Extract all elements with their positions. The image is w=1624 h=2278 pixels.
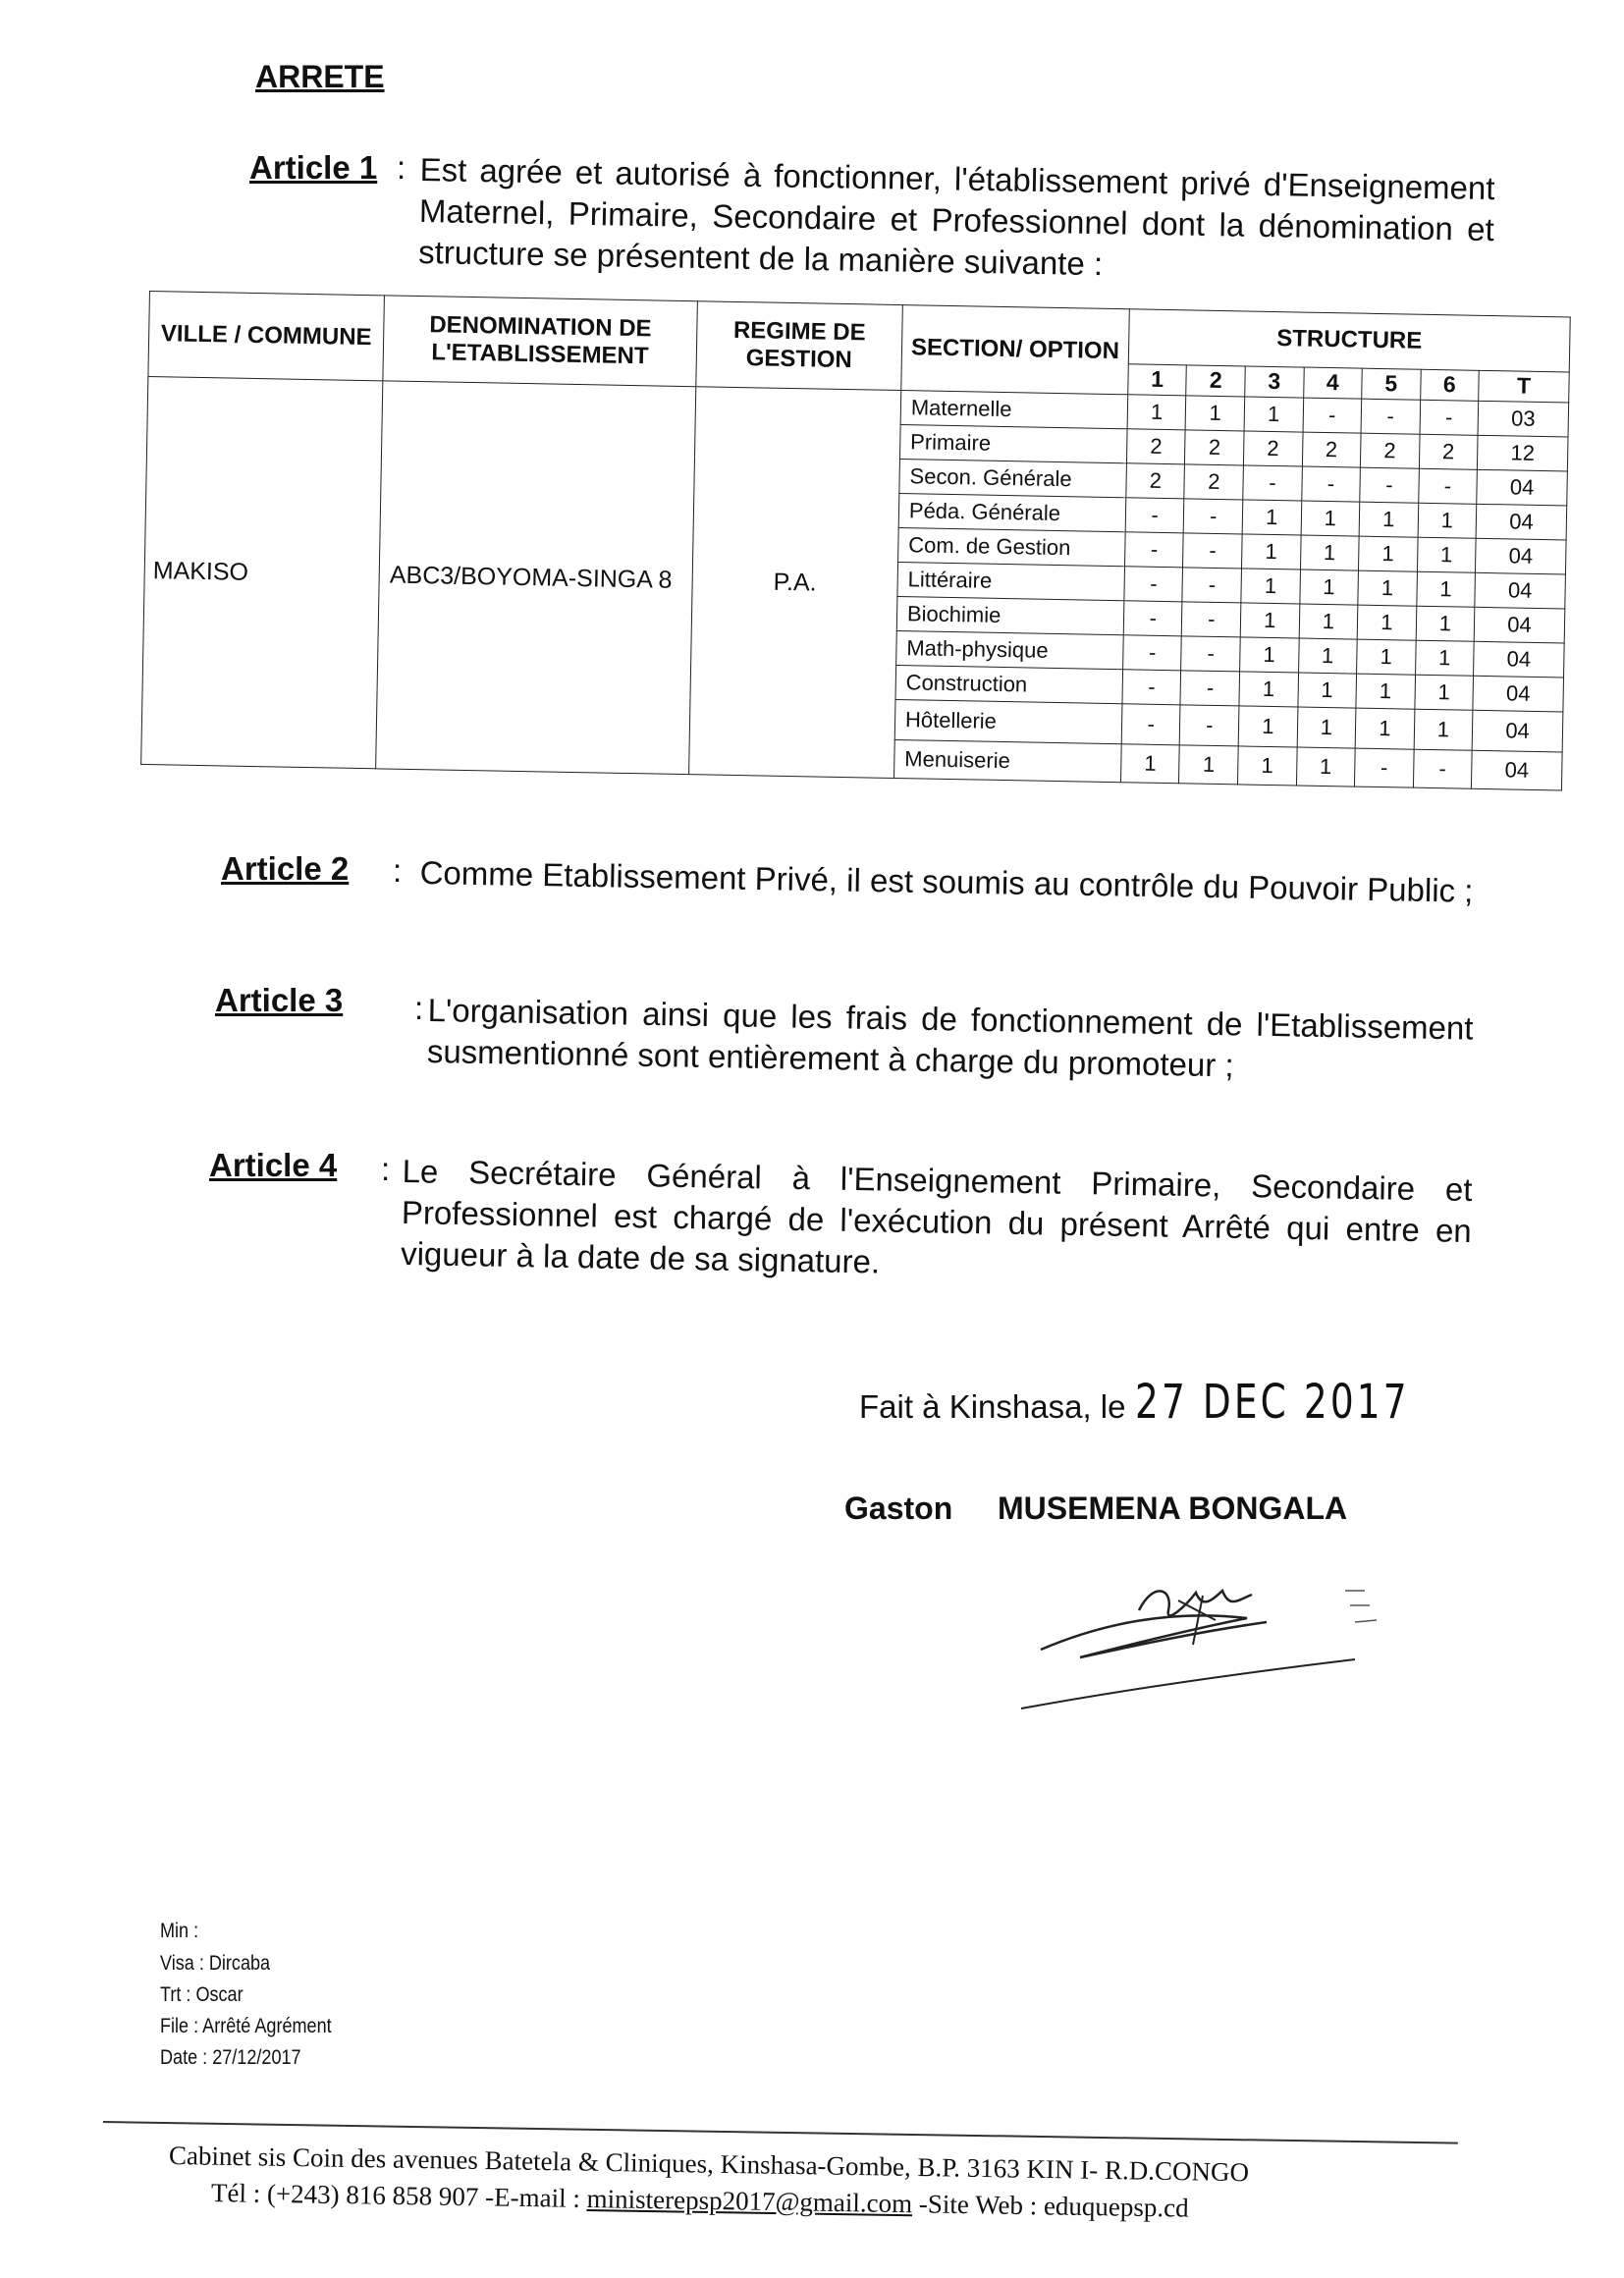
structure-cell: 1 <box>1241 569 1300 604</box>
article-2-text: Comme Etablissement Privé, il est soumis au contrôle du Pouvoir Public ; <box>419 853 1474 909</box>
meta-min: Min : <box>160 1920 199 1942</box>
structure-cell: - <box>1360 467 1419 503</box>
document-title: ARRETE <box>255 59 385 94</box>
structure-cell: - <box>1301 466 1360 502</box>
structure-cell: 1 <box>1298 638 1357 674</box>
structure-col-4: 4 <box>1303 367 1362 399</box>
structure-cell: 1 <box>1237 746 1296 786</box>
structure-cell: - <box>1184 499 1243 534</box>
article-2-label: Article 2 <box>221 850 350 887</box>
structure-cell: 1 <box>1239 672 1298 707</box>
structure-cell: 1 <box>1415 640 1474 676</box>
structure-cell: 1 <box>1417 537 1476 572</box>
structure-cell: 2 <box>1185 430 1244 465</box>
structure-cell: - <box>1122 670 1181 705</box>
structure-cell: - <box>1124 532 1183 568</box>
structure-cell: 1 <box>1299 604 1358 639</box>
structure-cell: - <box>1124 567 1183 602</box>
total-cell: 04 <box>1476 538 1567 574</box>
article-4-label: Article 4 <box>209 1147 338 1183</box>
section-cell: Menuiserie <box>893 739 1121 782</box>
structure-cell: - <box>1123 635 1182 671</box>
structure-col-2: 2 <box>1186 365 1245 397</box>
structure-cell: 1 <box>1296 747 1355 786</box>
section-cell: Construction <box>895 666 1123 704</box>
structure-col-6: 6 <box>1420 369 1479 401</box>
structure-cell: - <box>1121 704 1180 745</box>
structure-col-total: T <box>1479 370 1569 403</box>
structure-cell: 1 <box>1416 606 1475 641</box>
article-1-text: Est agrée et autorisé à fonctionner, l'établissement privé d'Enseignement Maternel, Primaire, Secondaire et Professionnel dont la dénomination et structure se présentent de la manière suivante : <box>417 150 1495 283</box>
structure-col-5: 5 <box>1362 368 1421 400</box>
structure-cell: 1 <box>1355 708 1414 749</box>
article-1-separator: : <box>397 149 406 186</box>
signer-name <box>844 1491 1347 1527</box>
total-cell: 04 <box>1475 572 1566 609</box>
footer-web: -Site Web : eduquepsp.cd <box>918 2189 1189 2223</box>
total-cell: 04 <box>1476 504 1567 540</box>
date-stamp: 27 DEC 2017 <box>1134 1375 1410 1430</box>
structure-cell: - <box>1303 398 1362 433</box>
footer-tel: Tél : (+243) 816 858 907 <box>210 2178 479 2212</box>
structure-cell: 1 <box>1359 502 1418 537</box>
meta-visa: Visa : Dircaba <box>160 1952 271 1975</box>
structure-cell: - <box>1183 533 1242 569</box>
footer-email-link[interactable]: ministerepsp2017@gmail.com <box>586 2184 913 2219</box>
structure-cell: 1 <box>1358 570 1417 606</box>
structure-cell: 2 <box>1419 434 1478 469</box>
footer-email-label: -E-mail : <box>484 2182 581 2213</box>
meta-date: Date : 27/12/2017 <box>160 2046 301 2069</box>
structure-cell: 1 <box>1238 706 1297 747</box>
total-cell: 04 <box>1474 607 1565 643</box>
structure-cell: 1 <box>1240 603 1299 638</box>
article-2-separator: : <box>393 852 403 889</box>
structure-cell: 1 <box>1186 396 1245 431</box>
structure-cell: 1 <box>1301 501 1360 536</box>
structure-cell: 1 <box>1242 534 1301 570</box>
handwritten-signature <box>1021 1551 1434 1728</box>
structure-cell: - <box>1181 636 1240 672</box>
structure-cell: 1 <box>1418 503 1477 538</box>
structure-cell: 1 <box>1127 395 1186 430</box>
article-4-text: Le Secrétaire Général à l'Enseignement Primaire, Secondaire et Professionnel est chargé de l'exécution du présent Arrêté qui entre en vigueur à la date de sa signature. <box>400 1152 1473 1280</box>
article-4-separator: : <box>381 1151 391 1187</box>
structure-cell: 1 <box>1179 745 1238 785</box>
structure-cell: 2 <box>1243 431 1302 466</box>
total-cell: 04 <box>1477 469 1568 506</box>
total-cell: 04 <box>1472 750 1563 790</box>
structure-cell: - <box>1125 498 1184 533</box>
section-cell: Hôtellerie <box>894 699 1122 743</box>
structure-table <box>140 291 1571 790</box>
structure-cell: 1 <box>1297 673 1356 708</box>
structure-cell: - <box>1243 465 1302 501</box>
structure-cell: - <box>1182 568 1241 603</box>
structure-cell: - <box>1180 671 1239 706</box>
section-cell: Biochimie <box>896 597 1124 635</box>
total-cell: 04 <box>1472 710 1563 752</box>
structure-cell: 1 <box>1300 535 1359 570</box>
section-cell: Primaire <box>899 425 1127 463</box>
structure-cell: 1 <box>1357 639 1416 675</box>
structure-cell: - <box>1418 468 1477 504</box>
article-1-label: Article 1 <box>249 149 378 186</box>
structure-cell: 1 <box>1414 709 1473 750</box>
structure-cell: 2 <box>1126 429 1185 464</box>
footer-divider <box>103 2121 1458 2144</box>
article-3-label: Article 3 <box>215 982 344 1018</box>
signer-last-name: MUSEMENA BONGALA <box>998 1491 1348 1526</box>
section-cell: Littéraire <box>897 563 1125 601</box>
section-cell: Maternelle <box>900 391 1128 429</box>
structure-cell: 1 <box>1416 571 1475 607</box>
structure-cell: 1 <box>1357 605 1416 640</box>
section-cell: Péda. Générale <box>898 494 1126 532</box>
structure-cell: 1 <box>1240 637 1299 673</box>
structure-col-3: 3 <box>1245 366 1304 398</box>
structure-cell: 2 <box>1184 464 1243 500</box>
structure-cell: 2 <box>1302 432 1361 467</box>
header-ville: VILLE / COMMUNE <box>148 292 385 381</box>
meta-file: File : Arrêté Agrément <box>160 2015 332 2037</box>
section-cell: Secon. Générale <box>899 460 1127 498</box>
place-date-line <box>859 1375 1487 1430</box>
structure-cell: - <box>1361 399 1420 434</box>
place-label: Fait à Kinshasa, le <box>859 1388 1126 1425</box>
structure-cell: - <box>1355 748 1414 787</box>
total-cell: 03 <box>1478 401 1569 437</box>
structure-col-1: 1 <box>1128 363 1187 395</box>
section-cell: Com. de Gestion <box>897 528 1125 567</box>
total-cell: 04 <box>1474 641 1565 678</box>
meta-trt: Trt : Oscar <box>160 1983 244 2006</box>
structure-cell: 1 <box>1244 397 1303 432</box>
denomination-cell: ABC3/BOYOMA-SINGA 8 <box>376 381 696 775</box>
structure-cell: - <box>1413 749 1472 788</box>
structure-cell: 1 <box>1242 500 1301 535</box>
total-cell: 04 <box>1473 676 1564 712</box>
signer-first-name: Gaston <box>844 1491 953 1526</box>
structure-cell: - <box>1180 705 1239 746</box>
article-3-text: L'organisation ainsi que les frais de fonctionnement de l'Etablissement susmentionné sont entièrement à charge du promoteur ; <box>426 991 1474 1084</box>
structure-cell: - <box>1182 602 1241 637</box>
regime-cell: P.A. <box>689 387 901 779</box>
structure-cell: 2 <box>1360 433 1419 468</box>
structure-cell: 1 <box>1356 674 1415 709</box>
ville-cell: MAKISO <box>141 376 383 768</box>
structure-cell: 1 <box>1299 570 1358 605</box>
structure-cell: 1 <box>1120 744 1179 784</box>
structure-cell: - <box>1420 400 1479 435</box>
header-regime: REGIME DE GESTION <box>696 301 902 391</box>
structure-cell: 1 <box>1415 675 1474 710</box>
header-section: SECTION/ OPTION <box>901 305 1130 395</box>
header-structure: STRUCTURE <box>1128 309 1570 372</box>
structure-cell: - <box>1123 601 1182 636</box>
total-cell: 12 <box>1478 435 1569 471</box>
header-denomination: DENOMINATION DE L'ETABLISSEMENT <box>383 296 697 387</box>
structure-cell: 2 <box>1126 463 1185 499</box>
footer-address: Cabinet sis Coin des avenues Batetela & Cliniques, Kinshasa-Gombe, B.P. 3163 KIN I- R.D.CONGO <box>168 2141 1250 2188</box>
article-3-separator: : <box>414 990 424 1026</box>
structure-cell: 1 <box>1359 536 1418 571</box>
structure-cell: 1 <box>1297 707 1356 748</box>
section-cell: Math-physique <box>896 631 1124 670</box>
